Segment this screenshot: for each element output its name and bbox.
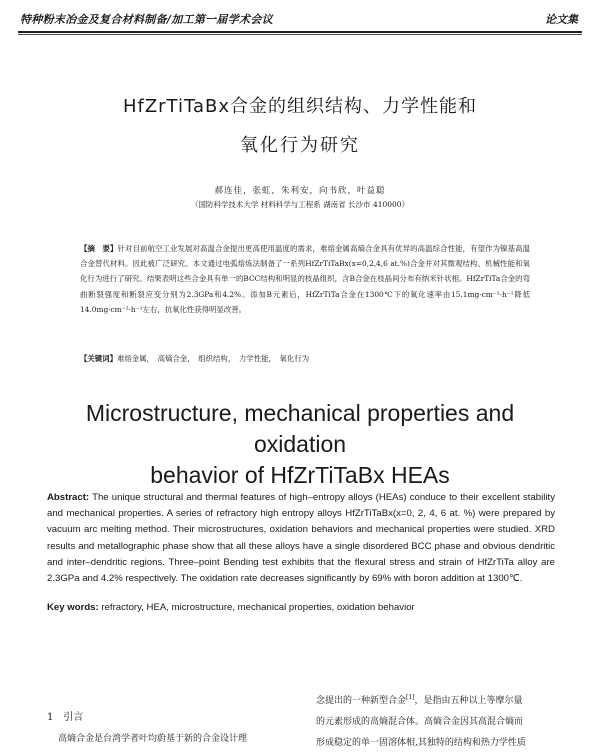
citation-ref: [1]: [406, 694, 415, 701]
body-right-line-1-start: 念提出的一种新型合金: [316, 696, 407, 706]
body-right-line-2: 的元素形成的高熵混合体。高熵合金因其高混合熵而: [316, 717, 524, 727]
body-right-column: [316, 687, 566, 754]
running-header-section: 论文集: [545, 13, 578, 26]
english-title-line-2: behavior of HfZrTiTaBx HEAs: [150, 462, 450, 488]
chinese-title-line-1: HfZrTiTaBx合金的组织结构、力学性能和: [122, 96, 478, 117]
running-header-conference: 特种粉末冶金及复合材料制备/加工第一届学术会议: [20, 13, 273, 26]
chinese-title-line-2: 氧化行为研究: [240, 135, 360, 156]
english-title-line-1: Microstructure, mechanical properties and oxidation: [85, 400, 515, 457]
english-keywords-label: Key words:: [47, 602, 99, 613]
english-abstract-label: Abstract:: [47, 492, 90, 503]
section-title: 引言: [63, 712, 84, 723]
body-right-line-1-end: ，是指由五种以上等摩尔量: [414, 696, 523, 706]
english-title: [40, 398, 560, 491]
author-list: 郝连佳，张虹，朱利安，向书欣，叶益聪: [214, 186, 386, 196]
body-right-line-3: 形成稳定的单一固溶体相,其独特的结构和热力学性质: [316, 738, 526, 748]
chinese-abstract-text: 针对目前航空工业发展对高温合金提出更高使用温度的需求，难熔金属高熵合金具有优异的高温综合性能，有望作为镍基高温合金替代材料。因此被广泛研究。本文通过电弧熔炼法制备了一系列HfZrTiTaBx(x=0,2,4,6 at.%)合金并对其微观结构、机械性能和氧化行为进行了研究。结果表明这些合金具有单一的BCC结构和明显的枝晶组织，含B合金在枝晶间分布有纳米针状相。HfZrTiTa合金的弯曲断裂强度和断裂应变分别为2.3GPa和4.2%。添加B元素后，HfZrTiTa合金在1300℃下的氧化速率由15.1mg·cm⁻²·h⁻¹降低14.0mg·cm⁻²·h⁻¹左右，抗氧化性获得明显改善。: [80, 244, 530, 314]
header-rule: [18, 31, 582, 33]
english-abstract-text: The unique structural and thermal features of high–entropy alloys (HEAs) conduce to their excellent stability and mechanical properties. A series of refractory high entropy alloys HfZrTiTaBx(x=0, 2, 4, 6 at. %) were prepared by vacuum arc melting method. Their microstructures, oxidation behaviors and mechanical properties were studied. XRD results and metallographic phase show that all these alloys have a single disordered BCC phase and obvious dendritic and inter–dendritic regions. Three–point Bending test exhibits that the flexural stress and strain of HfZrTiTa alloy are 2.3GPa and 4.2% respectively. The oxidation rate decreases significantly by 69% with boron addition at 1300℃.: [47, 492, 555, 585]
chinese-keywords: [80, 353, 530, 364]
body-left-column-line: 高熵合金是台湾学者叶均蔚基于新的合金设计理: [58, 734, 248, 744]
chinese-keywords-label: 【关键词】: [80, 354, 117, 363]
header-rule-thin: [18, 34, 582, 35]
english-keywords: [47, 602, 555, 613]
author-affiliation: （国防科学技术大学 材料科学与工程系 湖南省 长沙市 410000）: [190, 200, 410, 209]
english-abstract: [47, 490, 555, 587]
body-right-line-1: [316, 687, 566, 712]
chinese-keywords-text: 难熔金属， 高熵合金， 组织结构， 力学性能， 氧化行为: [116, 354, 310, 363]
section-number: 1: [47, 712, 54, 723]
chinese-abstract-label: 【摘 要】: [80, 244, 118, 253]
section-heading: [47, 708, 83, 723]
english-keywords-text: refractory, HEA, microstructure, mechanical properties, oxidation behavior: [101, 602, 415, 613]
chinese-abstract: [80, 241, 530, 317]
